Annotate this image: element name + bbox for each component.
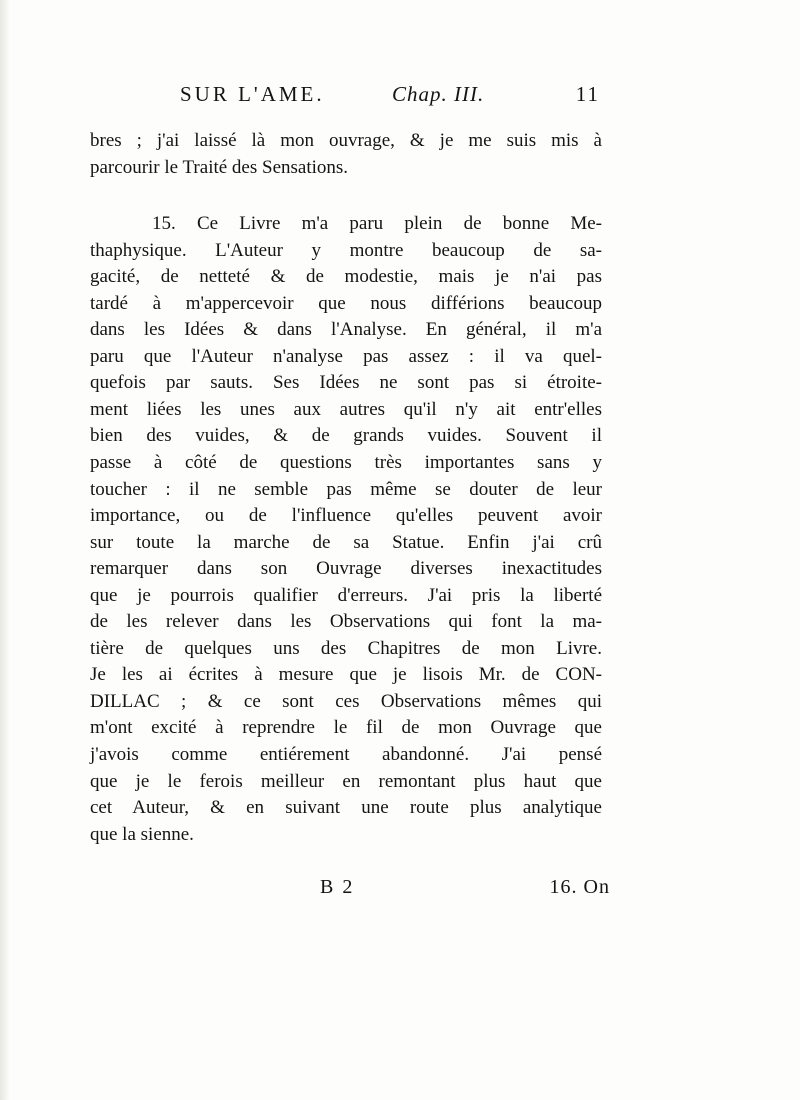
text-line: importance, ou de l'influence qu'elles peuvent avoir xyxy=(90,505,602,527)
text-line: quefois par sauts. Ses Idées ne sont pas si étroite- xyxy=(90,372,602,394)
signature-mark: B 2 xyxy=(320,876,355,898)
text-line: ment liées les unes aux autres qu'il n'y ait entr'elles xyxy=(90,398,602,420)
text-line: sur toute la marche de sa Statue. Enfin j'ai crû xyxy=(90,531,602,553)
text-line: cet Auteur, & en suivant une route plus analytique xyxy=(90,797,602,819)
body-text xyxy=(90,128,602,848)
page-number: 11 xyxy=(575,82,600,106)
text-line: DILLAC ; & ce sont ces Observations mêmes qui xyxy=(90,690,602,712)
text-line: m'ont excité à reprendre le fil de mon Ouvrage que xyxy=(90,717,602,739)
text-line: que la sienne. xyxy=(90,823,194,845)
paragraph-gap xyxy=(90,181,602,211)
text-line: gacité, de netteté & de modestie, mais je n'ai pas xyxy=(90,266,602,288)
text-line: Je les ai écrites à mesure que je lisois Mr. de CON- xyxy=(90,664,602,686)
text-line: dans les Idées & dans l'Analyse. En général, il m'a xyxy=(90,319,602,341)
text-line: parcourir le Traité des Sensations. xyxy=(90,156,349,178)
text-line: bien des vuides, & de grands vuides. Souvent il xyxy=(90,425,602,447)
text-line: passe à côté de questions très importantes sans y xyxy=(90,452,602,474)
paragraph-first-line: 15. Ce Livre m'a paru plein de bonne Me- xyxy=(152,213,602,235)
running-head xyxy=(180,82,600,112)
text-line: thaphysique. L'Auteur y montre beaucoup de sa- xyxy=(90,239,602,261)
text-line: que je pourrois qualifier d'erreurs. J'ai pris la liberté xyxy=(90,584,602,606)
catchword: 16. On xyxy=(549,876,610,898)
text-line: tardé à m'appercevoir que nous différions beaucoup xyxy=(90,292,602,314)
text-line: bres ; j'ai laissé là mon ouvrage, & je me suis mis à xyxy=(90,130,602,151)
text-line: remarquer dans son Ouvrage diverses inexactitudes xyxy=(90,558,602,580)
text-line: j'avois comme entiérement abandonné. J'ai pensé xyxy=(90,744,602,766)
chapter-label: Chap. III. xyxy=(392,82,485,106)
text-line: de les relever dans les Observations qui font la ma- xyxy=(90,611,602,633)
text-line: que je le ferois meilleur en remontant plus haut que xyxy=(90,770,602,792)
page-footer xyxy=(320,876,610,906)
text-line: toucher : il ne semble pas même se douter de leur xyxy=(90,478,602,500)
text-line: paru que l'Auteur n'analyse pas assez : il va quel- xyxy=(90,345,602,367)
running-title: SUR L'AME. xyxy=(180,82,325,106)
text-line: tière de quelques uns des Chapitres de mon Livre. xyxy=(90,637,602,659)
